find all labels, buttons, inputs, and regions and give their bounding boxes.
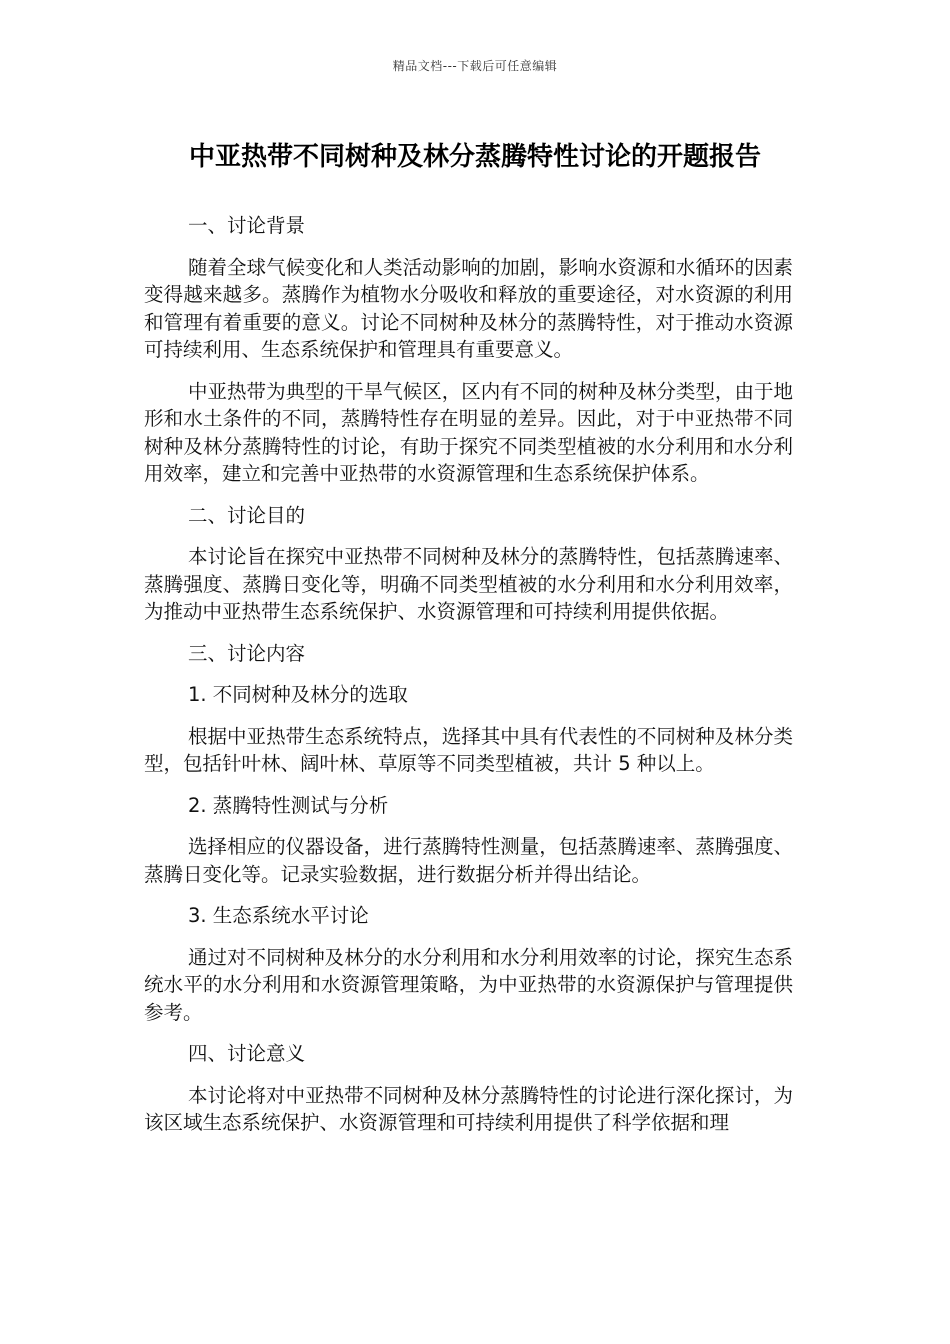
- content-item-1-text: 根据中亚热带生态系统特点，选择其中具有代表性的不同树种及林分类型，包括针叶林、阔叶林、草原等不同类型植被，共计 5 种以上。: [144, 724, 793, 775]
- purpose-paragraph: 本讨论旨在探究中亚热带不同树种及林分的蒸腾特性，包括蒸腾速率、蒸腾强度、蒸腾日变化等，明确不同类型植被的水分利用和水分利用效率，为推动中亚热带生态系统保护、水资源管理和可持续利用提供依据。: [144, 545, 793, 623]
- section-heading-purpose: 二、讨论目的: [188, 503, 306, 527]
- section-heading-content: 三、讨论内容: [188, 641, 306, 665]
- content-item-3-text: 通过对不同树种及林分的水分利用和水分利用效率的讨论，探究生态系统水平的水分利用和水资源管理策略，为中亚热带的水资源保护与管理提供参考。: [144, 945, 793, 1024]
- background-paragraph-2: 中亚热带为典型的干旱气候区，区内有不同的树种及林分类型，由于地形和水土条件的不同，蒸腾特性存在明显的差异。因此，对于中亚热带不同树种及林分蒸腾特性的讨论，有助于探究不同类型植被的水分利用和水分利用效率，建立和完善中亚热带的水资源管理和生态系统保护体系。: [144, 379, 793, 485]
- document-body: [144, 212, 793, 1151]
- document-title: 中亚热带不同树种及林分蒸腾特性讨论的开题报告: [188, 142, 761, 172]
- section-heading-significance: 四、讨论意义: [188, 1042, 306, 1065]
- significance-paragraph: 本讨论将对中亚热带不同树种及林分蒸腾特性的讨论进行深化探讨，为该区域生态系统保护、水资源管理和可持续利用提供了科学依据和理: [144, 1083, 793, 1134]
- content-item-2-heading: 2. 蒸腾特性测试与分析: [188, 793, 389, 817]
- section-heading-background: 一、讨论背景: [188, 214, 306, 237]
- background-paragraph-1: 随着全球气候变化和人类活动影响的加剧，影响水资源和水循环的因素变得越来越多。蒸腾作为植物水分吸收和释放的重要途径，对水资源的利用和管理有着重要的意义。讨论不同树种及林分的蒸腾特性，对于推动水资源可持续利用、生态系统保护和管理具有重要意义。: [144, 255, 793, 361]
- content-item-2-text: 选择相应的仪器设备，进行蒸腾特性测量，包括蒸腾速率、蒸腾强度、蒸腾日变化等。记录实验数据，进行数据分析并得出结论。: [144, 835, 793, 886]
- content-item-1-heading: 1. 不同树种及林分的选取: [188, 683, 408, 706]
- header-note: 精品文档---下载后可任意编辑: [392, 59, 558, 73]
- content-item-3-heading: 3. 生态系统水平讨论: [188, 904, 369, 927]
